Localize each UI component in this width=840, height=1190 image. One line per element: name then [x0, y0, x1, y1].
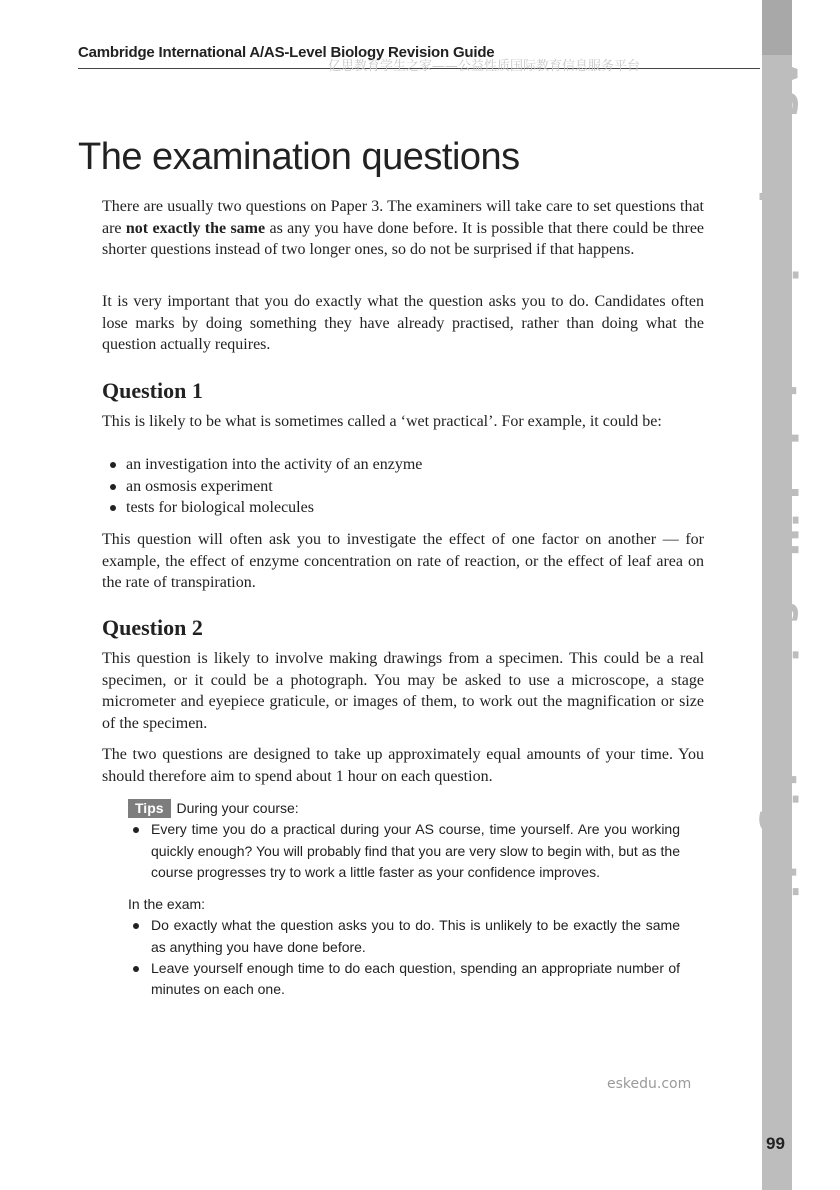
- tips-exam-list: [128, 915, 680, 1000]
- page-title: The examination questions: [78, 136, 520, 178]
- intro-paragraph-1: [102, 196, 704, 261]
- footer-watermark: eskedu.com: [607, 1076, 692, 1092]
- question-2-paragraph-2: The two questions are designed to take up approximately equal amounts of your time. You should therefore aim to spend about 1 hour on each question.: [102, 746, 704, 785]
- bullet-icon: [133, 966, 139, 972]
- question-1-paragraph-2: This question will often ask you to investigate the effect of one factor on another — for example, the effect of enzyme concentration on rate of reaction, or the effect of leaf area on the rate of transpiration.: [102, 531, 704, 592]
- tips-exam-heading: In the exam:: [128, 896, 206, 913]
- bullet-icon: [133, 827, 139, 833]
- list-item-text: tests for biological molecules: [126, 499, 314, 517]
- bullet-icon: [110, 484, 116, 490]
- intro-paragraph-2: It is very important that you do exactly what the question asks you to do. Candidates often lose marks by doing something they have already practised, rather than doing what the question actually requires.: [102, 293, 704, 354]
- page-number: 99: [766, 1134, 785, 1153]
- list-item: [128, 958, 680, 1001]
- list-item: [102, 476, 704, 498]
- tips-box: [128, 798, 680, 1001]
- tips-during-line: [128, 798, 680, 819]
- question-1-paragraph-1: This is likely to be what is sometimes called a ‘wet practical’. For example, it could be:: [102, 413, 662, 430]
- question-1-heading: Question 1: [102, 378, 203, 403]
- intro-bold-phrase: not exactly the same: [125, 219, 266, 237]
- list-item-text: Leave yourself enough time to do each question, spending an appropriate number of minutes on each one.: [151, 960, 680, 998]
- header-title: Cambridge International A/AS-Level Biology Revision Guide: [78, 44, 495, 61]
- bullet-icon: [110, 462, 116, 468]
- bullet-icon: [133, 923, 139, 929]
- bullet-icon: [110, 505, 116, 511]
- tips-during-heading: During your course:: [176, 800, 299, 816]
- question-1-bullet-list: [102, 454, 704, 519]
- list-item-text: Do exactly what the question asks you to do. This is unlikely to be exactly the same as anything you have done before.: [151, 917, 680, 955]
- tips-during-list: [128, 819, 680, 883]
- list-item: [128, 915, 680, 958]
- list-item-text: an osmosis experiment: [126, 477, 273, 495]
- list-item: [102, 454, 704, 476]
- intro-text-before: There are usually two questions on Paper 3. The examiners will take care to set questions that are: [102, 198, 704, 237]
- list-item: [128, 819, 680, 883]
- side-bar-top: [762, 0, 792, 55]
- header-watermark: 亿思教育学生之家——公益性质国际教育信息服务平台: [328, 59, 641, 74]
- question-2-paragraph-1: This question is likely to involve making drawings from a specimen. This could be a real specimen, or it could be a photograph. You may be asked to use a microscope, a stage micrometer and eyepiece graticule, or images of them, to work out the magnification or size of the specimen.: [102, 650, 704, 732]
- intro-text-after: as any you have done before. It is possible that there could be three shorter questions instead of two longer ones, so do not be surprised if that happens.: [102, 219, 705, 259]
- question-2-heading: Question 2: [102, 615, 203, 640]
- list-item-text: Every time you do a practical during your AS course, time yourself. Are you working quickly enough? You will probably find that you are very slow to begin with, but as the course progresses try to work a little faster as your confidence improves.: [151, 821, 680, 880]
- list-item-text: an investigation into the activity of an enzyme: [126, 456, 423, 473]
- list-item: [102, 497, 704, 519]
- side-section-title: AS experimental skills & investigations: [758, 58, 804, 983]
- tips-badge: Tips: [128, 799, 171, 818]
